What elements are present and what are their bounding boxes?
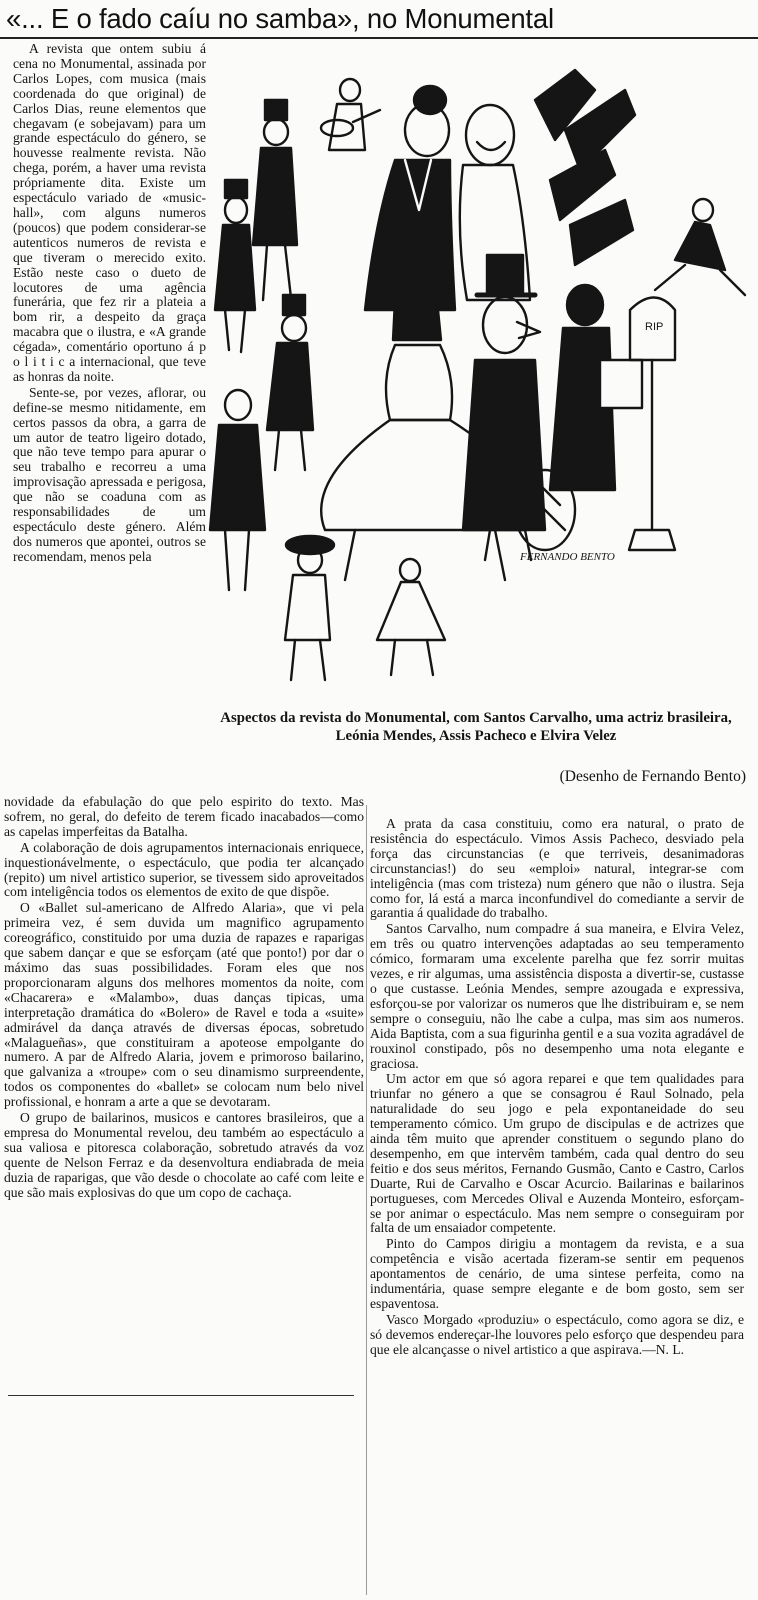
tombstone-label: RIP	[645, 321, 664, 333]
right-paragraph-1: A prata da casa constituiu, como era natural, o prato de resistência do espectáculo. Vimos Assis Pacheco, desviado pela força das circunstancias (e que terriveis, desanimadoras circunstancias!) do seu «emploi» natural, integrar-se com inteligência (mas com tristeza) num género que não o ilustra. Seja como for, lá está a marca inconfundivel do comediante a servir de garantia á qualidade do trabalho.	[370, 816, 744, 921]
figure-tall-suit	[253, 100, 297, 300]
figure-guitarist	[321, 79, 380, 150]
figure-dancer-right	[655, 199, 745, 295]
figure-woman-paper	[550, 285, 642, 490]
left-column	[4, 795, 364, 1200]
left-paragraph-4: O grupo de bailarinos, musicos e cantores brasileiros, que a empresa do Monumental revelou, deu também ao espectáculo a sua valiosa e pitoresca colaboração, sobretudo através da voz quente de Nelson Ferraz e da desenvoltura endiabrada de meia duzia de raparigas, que vão desde o chocolate ao café com leite e que são mais explosivas do que um copo de cachaça.	[4, 1110, 364, 1200]
right-paragraph-3: Um actor em que só agora reparei e que tem qualidades para triunfar no género a que se consagrou é Raul Solnado, pela naturalidade do seu jogo e pela expontaneidade do seu temperamento cómico. Um grupo de discipulas e de actrizes que ainda têm muito que aprender constituem o segundo plano do desempenho, em que intervêm também, cada qual dentro do seu feitio e dos seus méritos, Fernando Gusmão, Canto e Castro, Carlos Duarte, Rui de Carvalho e Oscar Acurcio. Bailarinas e bailarinos portugueses, com Mercedes Olival e Auzenda Monteiro, esforçam-se por animar o espectáculo. Mas nem sempre o conseguiram por falta de um ensaiador competente.	[370, 1071, 744, 1236]
column-divider	[366, 805, 367, 1595]
figure-tophat-left	[215, 180, 255, 352]
illustration-credit: (Desenho de Fernando Bento)	[559, 768, 746, 785]
article-headline: «... E o fado caíu no samba», no Monumental	[6, 3, 554, 34]
intro-column	[13, 42, 206, 565]
figure-tombstone-lamp	[629, 298, 675, 551]
headline-rule	[0, 37, 758, 39]
figure-soldier	[210, 390, 265, 590]
column-end-rule	[8, 1395, 354, 1396]
figure-sombrero	[285, 536, 334, 680]
illustration-caption: Aspectos da revista do Monumental, com Santos Carvalho, uma actriz brasileira, Leónia Mendes, Assis Pacheco e Elvira Velez	[220, 710, 732, 744]
figure-dancer-stripes	[535, 70, 635, 265]
caricature-illustration	[205, 60, 753, 685]
figure-large-man	[365, 86, 455, 310]
figure-small-dancer	[377, 559, 445, 675]
left-paragraph-2: A colaboração de dois agrupamentos internacionais enriquece, inquestionávelmente, o espectáculo, que podia ter alcançado (repito) um nivel artistico superior, se tivessem sido aproveitados com inteligência todos os elementos de exito de que dispõe.	[4, 839, 364, 900]
right-column	[370, 817, 744, 1358]
left-paragraph-1: novidade da efabulação do que pelo espirito do texto. Mas sofrem, no geral, do defeito de terem ficado inacabados—como as capelas imperfeitas da Batalha.	[4, 794, 364, 839]
right-paragraph-2: Santos Carvalho, num compadre á sua maneira, e Elvira Velez, em três ou quatro intervenções adaptadas ao seu temperamento cómico, formaram uma excelente parelha que fez sorrir muitas vezes, e rir algumas, uma assistência disposta a divertir-se, custasse o que custasse. Leónia Mendes, sempre azougada e expressiva, esforçou-se por valorizar os numeros que lhe distribuiram e, se nem sempre o conseguiu, não lhe cabe a culpa, mas sim aos numeros. Aida Baptista, com a sua figurinha gentil e a sua vozita agradável de rouxinol constipado, pôs no desempenho uma nota elegante e graciosa.	[370, 921, 744, 1071]
intro-paragraph-2: Sente-se, por vezes, aflorar, ou define-se mesmo nitidamente, em certos passos da obra, a garra de um autor de teatro ligeiro dotado, que não teve tempo para apurar o seu trabalho e recorreu a uma improvisação apressada e perigosa, que não se coaduna com as responsabilidades de um espectáculo deste género. Além dos numeros que apontei, outros se recomendam, menos pela	[13, 384, 206, 564]
artist-signature: FERNANDO BENTO	[520, 551, 615, 563]
left-paragraph-3: O «Ballet sul-americano de Alfredo Alaria», que vi pela primeira vez, é sem duvida um magnifico agrupamento coreográfico, constituido por uma duzia de rapazes e raparigas que sabem dançar e que se esforçam (até que ponto!) por dar o máximo das suas possibilidades. Foram eles que nos proporcionaram alguns dos melhores momentos da noite, com «Chacarera» e «Malambo», duas danças tipicas, uma interpretação dramática do «Bolero» de Ravel e toda a «suite» admirável da dança através de diversas épocas, sobretudo «Malagueñas», que constituiram a apoteose empolgante do numero. A par de Alfredo Alaria, jovem e primoroso bailarino, que galvaniza a «troupe» com o seu dinamismo surpreendente, todos os componentes do «ballet» se colocam num belo nivel profissional, e honram a arte a que se devotaram.	[4, 900, 364, 1110]
right-paragraph-5: Vasco Morgado «produziu» o espectáculo, como agora se diz, e só devemos endereçar-lhe louvores pelo esforço que despendeu para que ele alcançasse o nivel artistico a que aspirava.—N. L.	[370, 1311, 744, 1357]
intro-paragraph-1: A revista que ontem subiu á cena no Monumental, assinada por Carlos Lopes, com musica (mais coordenada do que original) de Carlos Dias, reune elementos que chegavam (e sobejavam) para um grande espectáculo do género, se houvesse realmente revista. Não chega, porém, a haver uma revista própriamente dita. Existe um espectáculo variado de «music-hall», com alguns numeros (poucos) que podem considerar-se autenticos numeros de revista e que tiveram o merecido exito. Estão neste caso o dueto de locutores de uma agência funerária, que fez rir a plateia a bom rir, a despeito da graça macabra que o ilustra, e «A grande cégada», comentário oportuno á p o l i t i c a internacional, que teve as honras da noite.	[13, 41, 206, 384]
figure-hat-man-lower	[267, 295, 313, 470]
right-paragraph-4: Pinto do Campos dirigiu a montagem da revista, e a sua competência e visão acertada fizeram-se sentir em pequenos apontamentos de cenário, de uma sintese perfeita, como na indumentária, quase sempre elegante e de bom gosto, sem ser espaventosa.	[370, 1236, 744, 1311]
